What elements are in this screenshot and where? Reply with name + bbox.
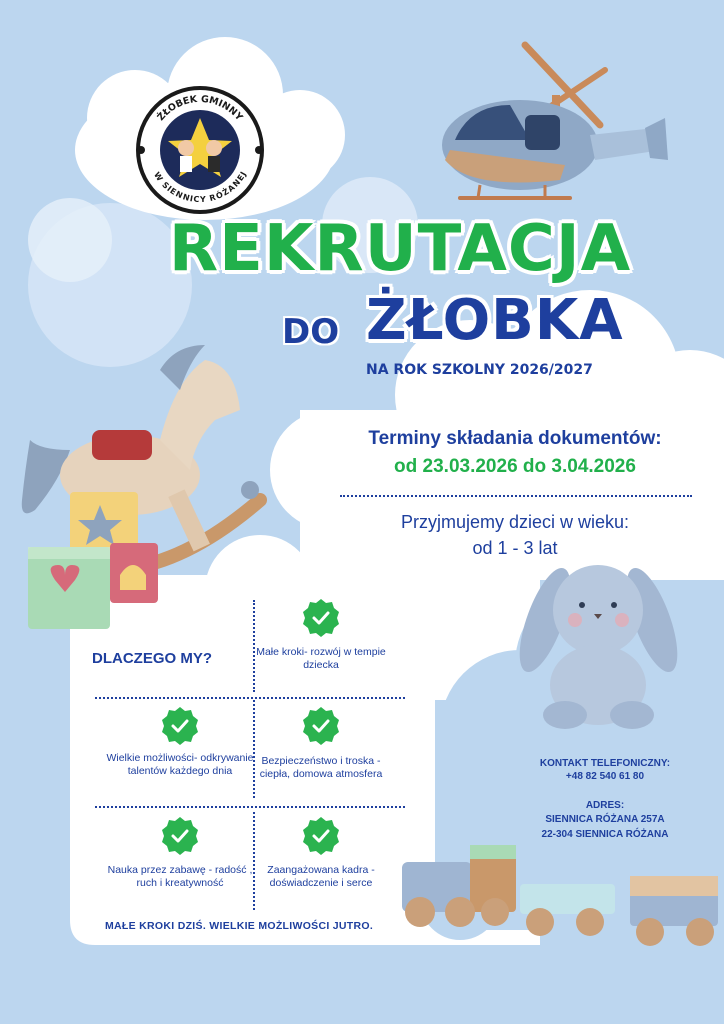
deadlines-range: od 23.03.2026 do 3.04.2026: [394, 456, 636, 477]
age-heading: Przyjmujemy dzieci w wieku:: [400, 512, 630, 532]
feature-learning-through-play: Nauka przez zabawę - radość , ruch i kreatywność: [107, 864, 253, 889]
check-badge-icon: [160, 706, 200, 746]
logo-text: [138, 88, 262, 212]
grid-divider-horizontal: [95, 806, 405, 808]
grid-divider-vertical: [253, 700, 255, 798]
rocking-horse-illustration: [22, 345, 260, 569]
logo-text-bottom: W SIENNICY RÓŻANEJ: [152, 170, 249, 205]
helicopter-illustration: [442, 45, 668, 198]
deadlines-heading: Terminy składania dokumentów:: [368, 428, 662, 449]
why-us-heading: DLACZEGO MY?: [92, 650, 212, 667]
age-range: od 1 - 3 lat: [472, 538, 558, 558]
svg-text:W SIENNICY RÓŻANEJ: [152, 170, 248, 204]
grid-divider-vertical: [253, 812, 255, 910]
contact-phone: +48 82 540 61 80: [565, 771, 645, 782]
feature-dedicated-staff: Zaangażowana kadra - doświadczenie i serce: [267, 864, 375, 889]
feature-safety-care: Bezpieczeństwo i troska - ciepła, domowa atmosfera: [259, 755, 383, 780]
feature-small-steps: Małe kroki- rozwój w tempie dziecka: [256, 646, 386, 671]
contact-address-line1: SIENNICA RÓŻANA 257A: [545, 814, 665, 825]
headline-recruitment: REKRUTACJA: [168, 212, 632, 286]
check-badge-icon: [160, 816, 200, 856]
logo-text-top: ŻŁOBEK GMINNY: [155, 93, 245, 124]
feature-great-opportunities: Wielkie możliwości- odkrywanie talentów każdego dnia: [106, 752, 254, 777]
check-badge-icon: [301, 706, 341, 746]
contact-address-label: ADRES:: [585, 800, 625, 811]
headline-do: DO: [282, 312, 340, 352]
footer-slogan: MAŁE KROKI DZIŚ. WIELKIE MOŻLIWOŚCI JUTRO.: [105, 920, 374, 932]
headline-nursery: ŻŁOBKA: [366, 288, 624, 353]
svg-text:ŻŁOBEK GMINNY: [155, 94, 244, 123]
divider: [340, 495, 692, 497]
school-year-subtitle: NA ROK SZKOLNY 2026/2027: [366, 362, 593, 378]
contact-address-line2: 22-304 SIENNICA RÓŻANA: [541, 829, 669, 840]
contact-phone-label: KONTAKT TELEFONICZNY:: [539, 758, 671, 769]
grid-divider-horizontal: [95, 697, 405, 699]
check-badge-icon: [301, 816, 341, 856]
check-badge-icon: [301, 598, 341, 638]
